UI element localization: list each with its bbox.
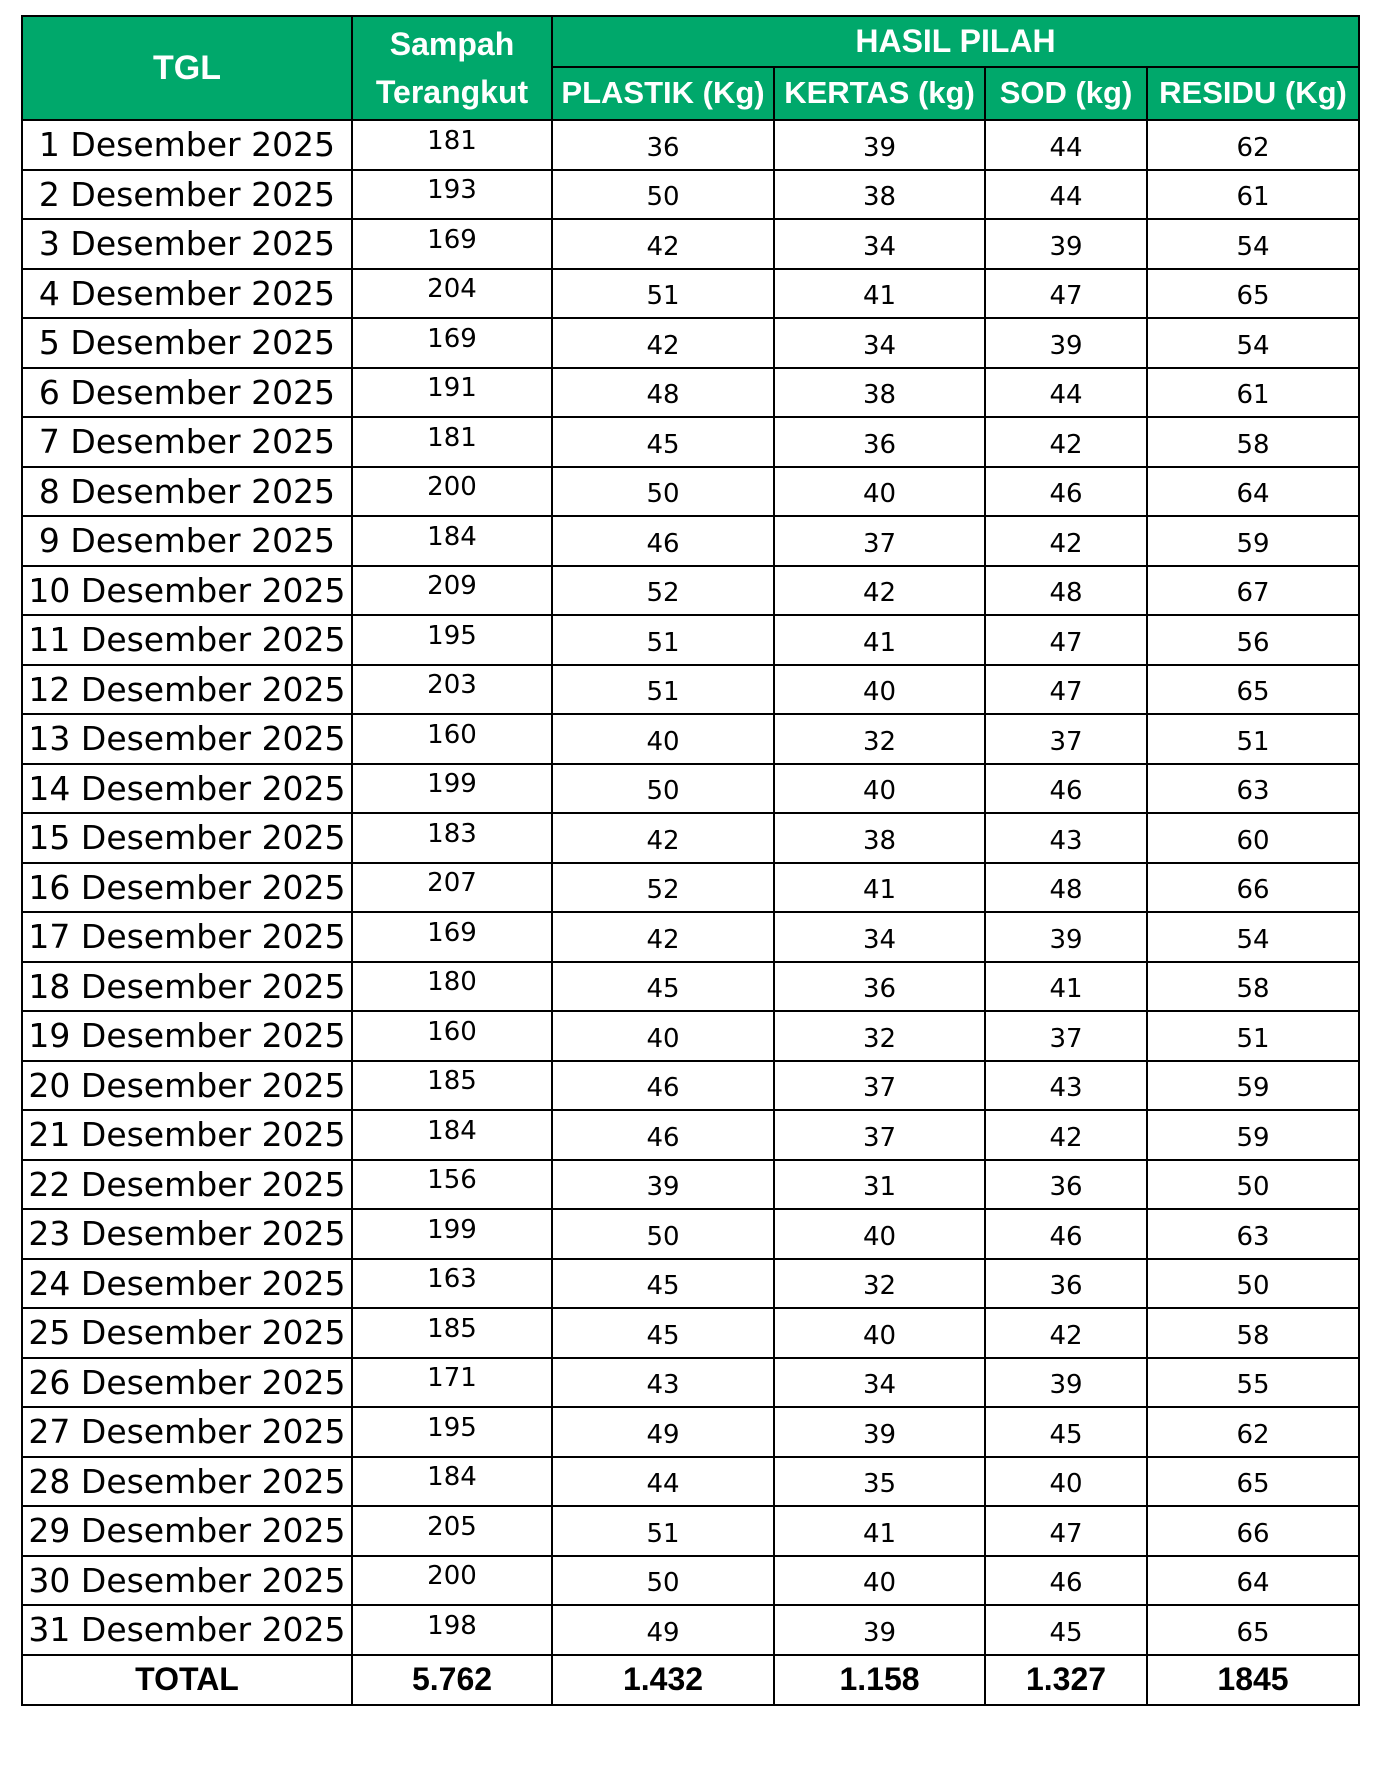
cell-kertas: 32 — [774, 1011, 985, 1061]
cell-residu: 54 — [1147, 912, 1359, 962]
cell-sampah: 191 — [352, 368, 552, 418]
table-row — [22, 566, 1359, 616]
cell-kertas: 40 — [774, 665, 985, 715]
cell-sampah: 169 — [352, 912, 552, 962]
cell-sampah: 184 — [352, 1110, 552, 1160]
cell-residu: 50 — [1147, 1160, 1359, 1210]
cell-sod: 48 — [985, 566, 1147, 616]
cell-kertas: 36 — [774, 962, 985, 1012]
table-row — [22, 120, 1359, 170]
cell-residu: 58 — [1147, 417, 1359, 467]
cell-plastik: 45 — [552, 1308, 774, 1358]
cell-tgl: 14 Desember 2025 — [22, 764, 352, 814]
cell-residu: 50 — [1147, 1259, 1359, 1309]
cell-residu: 51 — [1147, 1011, 1359, 1061]
cell-plastik: 39 — [552, 1160, 774, 1210]
cell-kertas: 38 — [774, 368, 985, 418]
cell-sampah: 205 — [352, 1506, 552, 1556]
header-tgl: TGL — [22, 16, 352, 120]
table-row — [22, 1110, 1359, 1160]
table-row — [22, 615, 1359, 665]
cell-sampah: 163 — [352, 1259, 552, 1309]
cell-sod: 45 — [985, 1605, 1147, 1655]
cell-tgl: 24 Desember 2025 — [22, 1259, 352, 1309]
cell-plastik: 45 — [552, 962, 774, 1012]
cell-residu: 59 — [1147, 516, 1359, 566]
cell-kertas: 39 — [774, 120, 985, 170]
cell-kertas: 37 — [774, 1110, 985, 1160]
table-row — [22, 962, 1359, 1012]
cell-plastik: 45 — [552, 1259, 774, 1309]
cell-sod: 42 — [985, 1308, 1147, 1358]
cell-tgl: 10 Desember 2025 — [22, 566, 352, 616]
cell-plastik: 44 — [552, 1457, 774, 1507]
cell-sod: 46 — [985, 467, 1147, 517]
cell-sod: 36 — [985, 1259, 1147, 1309]
cell-tgl: 30 Desember 2025 — [22, 1556, 352, 1606]
cell-sampah: 171 — [352, 1358, 552, 1408]
cell-tgl: 16 Desember 2025 — [22, 863, 352, 913]
cell-plastik: 52 — [552, 863, 774, 913]
cell-plastik: 43 — [552, 1358, 774, 1408]
cell-sampah: 160 — [352, 714, 552, 764]
cell-sampah: 160 — [352, 1011, 552, 1061]
header-sampah-line1: Sampah — [389, 26, 515, 62]
cell-kertas: 34 — [774, 318, 985, 368]
table-row — [22, 1160, 1359, 1210]
table-row — [22, 269, 1359, 319]
cell-plastik: 40 — [552, 1011, 774, 1061]
total-sampah: 5.762 — [352, 1655, 552, 1705]
cell-kertas: 36 — [774, 417, 985, 467]
header-plastik: PLASTIK (Kg) — [552, 67, 774, 120]
cell-tgl: 31 Desember 2025 — [22, 1605, 352, 1655]
cell-sampah: 198 — [352, 1605, 552, 1655]
cell-tgl: 6 Desember 2025 — [22, 368, 352, 418]
cell-kertas: 35 — [774, 1457, 985, 1507]
cell-plastik: 46 — [552, 1110, 774, 1160]
total-row — [22, 1655, 1359, 1705]
cell-tgl: 7 Desember 2025 — [22, 417, 352, 467]
cell-kertas: 34 — [774, 912, 985, 962]
cell-sampah: 204 — [352, 269, 552, 319]
cell-tgl: 3 Desember 2025 — [22, 219, 352, 269]
total-kertas: 1.158 — [774, 1655, 985, 1705]
cell-residu: 55 — [1147, 1358, 1359, 1408]
cell-residu: 54 — [1147, 318, 1359, 368]
cell-tgl: 1 Desember 2025 — [22, 120, 352, 170]
cell-tgl: 27 Desember 2025 — [22, 1407, 352, 1457]
cell-sod: 45 — [985, 1407, 1147, 1457]
cell-sampah: 207 — [352, 863, 552, 913]
cell-residu: 65 — [1147, 1605, 1359, 1655]
cell-sod: 42 — [985, 516, 1147, 566]
cell-sampah: 180 — [352, 962, 552, 1012]
cell-sampah: 199 — [352, 1209, 552, 1259]
cell-sampah: 185 — [352, 1061, 552, 1111]
cell-tgl: 20 Desember 2025 — [22, 1061, 352, 1111]
cell-sod: 37 — [985, 714, 1147, 764]
cell-sod: 47 — [985, 665, 1147, 715]
table-row — [22, 1358, 1359, 1408]
cell-sampah: 200 — [352, 467, 552, 517]
cell-sampah: 200 — [352, 1556, 552, 1606]
cell-tgl: 22 Desember 2025 — [22, 1160, 352, 1210]
cell-residu: 62 — [1147, 120, 1359, 170]
table-row — [22, 1457, 1359, 1507]
cell-tgl: 29 Desember 2025 — [22, 1506, 352, 1556]
table-row — [22, 1407, 1359, 1457]
cell-plastik: 42 — [552, 813, 774, 863]
cell-kertas: 40 — [774, 467, 985, 517]
waste-table-container — [21, 15, 1358, 1706]
cell-sod: 42 — [985, 417, 1147, 467]
header-sod: SOD (kg) — [985, 67, 1147, 120]
cell-kertas: 41 — [774, 615, 985, 665]
cell-residu: 63 — [1147, 764, 1359, 814]
cell-sampah: 203 — [352, 665, 552, 715]
table-row — [22, 516, 1359, 566]
header-sampah-terangkut — [352, 16, 552, 120]
cell-residu: 58 — [1147, 962, 1359, 1012]
cell-kertas: 41 — [774, 863, 985, 913]
cell-sod: 39 — [985, 318, 1147, 368]
cell-sampah: 183 — [352, 813, 552, 863]
cell-sod: 42 — [985, 1110, 1147, 1160]
header-hasil-pilah: HASIL PILAH — [552, 16, 1359, 67]
cell-sod: 39 — [985, 219, 1147, 269]
cell-plastik: 40 — [552, 714, 774, 764]
cell-plastik: 50 — [552, 1209, 774, 1259]
cell-plastik: 49 — [552, 1407, 774, 1457]
cell-kertas: 38 — [774, 813, 985, 863]
cell-tgl: 8 Desember 2025 — [22, 467, 352, 517]
cell-plastik: 42 — [552, 318, 774, 368]
cell-kertas: 37 — [774, 1061, 985, 1111]
table-row — [22, 764, 1359, 814]
cell-kertas: 41 — [774, 1506, 985, 1556]
cell-tgl: 18 Desember 2025 — [22, 962, 352, 1012]
cell-residu: 62 — [1147, 1407, 1359, 1457]
table-row — [22, 1209, 1359, 1259]
cell-sampah: 181 — [352, 417, 552, 467]
cell-sampah: 181 — [352, 120, 552, 170]
cell-kertas: 41 — [774, 269, 985, 319]
cell-tgl: 21 Desember 2025 — [22, 1110, 352, 1160]
cell-sod: 37 — [985, 1011, 1147, 1061]
cell-kertas: 42 — [774, 566, 985, 616]
table-row — [22, 417, 1359, 467]
cell-sampah: 195 — [352, 1407, 552, 1457]
cell-sod: 44 — [985, 368, 1147, 418]
cell-tgl: 2 Desember 2025 — [22, 170, 352, 220]
cell-residu: 66 — [1147, 863, 1359, 913]
cell-sod: 46 — [985, 1556, 1147, 1606]
cell-sod: 47 — [985, 269, 1147, 319]
cell-plastik: 52 — [552, 566, 774, 616]
cell-sampah: 199 — [352, 764, 552, 814]
cell-sampah: 184 — [352, 1457, 552, 1507]
table-footer — [22, 1655, 1359, 1705]
cell-sampah: 169 — [352, 219, 552, 269]
cell-plastik: 50 — [552, 170, 774, 220]
cell-sod: 47 — [985, 1506, 1147, 1556]
cell-sod: 39 — [985, 1358, 1147, 1408]
cell-sampah: 185 — [352, 1308, 552, 1358]
cell-kertas: 37 — [774, 516, 985, 566]
cell-plastik: 50 — [552, 1556, 774, 1606]
cell-kertas: 31 — [774, 1160, 985, 1210]
cell-plastik: 50 — [552, 467, 774, 517]
total-plastik: 1.432 — [552, 1655, 774, 1705]
cell-residu: 63 — [1147, 1209, 1359, 1259]
cell-tgl: 15 Desember 2025 — [22, 813, 352, 863]
cell-tgl: 4 Desember 2025 — [22, 269, 352, 319]
cell-sampah: 169 — [352, 318, 552, 368]
cell-sod: 39 — [985, 912, 1147, 962]
cell-plastik: 49 — [552, 1605, 774, 1655]
cell-residu: 65 — [1147, 1457, 1359, 1507]
table-row — [22, 665, 1359, 715]
table-row — [22, 1506, 1359, 1556]
cell-sod: 48 — [985, 863, 1147, 913]
cell-residu: 56 — [1147, 615, 1359, 665]
cell-kertas: 32 — [774, 1259, 985, 1309]
cell-tgl: 11 Desember 2025 — [22, 615, 352, 665]
cell-residu: 59 — [1147, 1110, 1359, 1160]
cell-plastik: 51 — [552, 1506, 774, 1556]
cell-tgl: 26 Desember 2025 — [22, 1358, 352, 1408]
cell-plastik: 51 — [552, 665, 774, 715]
table-row — [22, 467, 1359, 517]
cell-sod: 43 — [985, 813, 1147, 863]
table-row — [22, 1061, 1359, 1111]
cell-sod: 46 — [985, 1209, 1147, 1259]
cell-tgl: 17 Desember 2025 — [22, 912, 352, 962]
cell-residu: 60 — [1147, 813, 1359, 863]
cell-tgl: 9 Desember 2025 — [22, 516, 352, 566]
table-body — [22, 120, 1359, 1655]
cell-residu: 65 — [1147, 269, 1359, 319]
cell-tgl: 13 Desember 2025 — [22, 714, 352, 764]
cell-kertas: 34 — [774, 219, 985, 269]
cell-plastik: 48 — [552, 368, 774, 418]
cell-plastik: 36 — [552, 120, 774, 170]
cell-sod: 41 — [985, 962, 1147, 1012]
table-row — [22, 318, 1359, 368]
cell-plastik: 51 — [552, 615, 774, 665]
table-row — [22, 368, 1359, 418]
cell-residu: 67 — [1147, 566, 1359, 616]
cell-plastik: 46 — [552, 1061, 774, 1111]
cell-residu: 51 — [1147, 714, 1359, 764]
cell-sod: 40 — [985, 1457, 1147, 1507]
cell-kertas: 40 — [774, 1308, 985, 1358]
header-residu: RESIDU (Kg) — [1147, 67, 1359, 120]
cell-tgl: 19 Desember 2025 — [22, 1011, 352, 1061]
cell-sampah: 184 — [352, 516, 552, 566]
cell-residu: 65 — [1147, 665, 1359, 715]
cell-plastik: 42 — [552, 219, 774, 269]
table-header — [22, 16, 1359, 120]
cell-sampah: 193 — [352, 170, 552, 220]
cell-plastik: 46 — [552, 516, 774, 566]
cell-residu: 59 — [1147, 1061, 1359, 1111]
table-row — [22, 813, 1359, 863]
table-row — [22, 1011, 1359, 1061]
cell-kertas: 34 — [774, 1358, 985, 1408]
cell-tgl: 5 Desember 2025 — [22, 318, 352, 368]
cell-residu: 54 — [1147, 219, 1359, 269]
cell-residu: 64 — [1147, 467, 1359, 517]
cell-kertas: 40 — [774, 1209, 985, 1259]
table-row — [22, 219, 1359, 269]
cell-sod: 36 — [985, 1160, 1147, 1210]
cell-sod: 47 — [985, 615, 1147, 665]
cell-tgl: 25 Desember 2025 — [22, 1308, 352, 1358]
cell-sampah: 209 — [352, 566, 552, 616]
cell-sampah: 195 — [352, 615, 552, 665]
cell-tgl: 23 Desember 2025 — [22, 1209, 352, 1259]
cell-plastik: 51 — [552, 269, 774, 319]
total-residu: 1845 — [1147, 1655, 1359, 1705]
cell-residu: 58 — [1147, 1308, 1359, 1358]
header-sampah-line2: Terangkut — [375, 74, 529, 110]
cell-sod: 44 — [985, 170, 1147, 220]
table-row — [22, 1605, 1359, 1655]
header-kertas: KERTAS (kg) — [774, 67, 985, 120]
cell-residu: 64 — [1147, 1556, 1359, 1606]
cell-plastik: 50 — [552, 764, 774, 814]
table-row — [22, 1308, 1359, 1358]
waste-sorting-table — [21, 15, 1360, 1706]
cell-tgl: 28 Desember 2025 — [22, 1457, 352, 1507]
table-row — [22, 170, 1359, 220]
cell-sod: 46 — [985, 764, 1147, 814]
cell-kertas: 40 — [774, 764, 985, 814]
table-row — [22, 912, 1359, 962]
total-sod: 1.327 — [985, 1655, 1147, 1705]
cell-residu: 61 — [1147, 368, 1359, 418]
cell-plastik: 42 — [552, 912, 774, 962]
cell-kertas: 39 — [774, 1605, 985, 1655]
table-row — [22, 1556, 1359, 1606]
table-row — [22, 714, 1359, 764]
total-label: TOTAL — [22, 1655, 352, 1705]
cell-kertas: 40 — [774, 1556, 985, 1606]
cell-kertas: 32 — [774, 714, 985, 764]
cell-tgl: 12 Desember 2025 — [22, 665, 352, 715]
cell-sod: 43 — [985, 1061, 1147, 1111]
cell-kertas: 38 — [774, 170, 985, 220]
cell-plastik: 45 — [552, 417, 774, 467]
cell-residu: 61 — [1147, 170, 1359, 220]
cell-sod: 44 — [985, 120, 1147, 170]
table-row — [22, 1259, 1359, 1309]
cell-residu: 66 — [1147, 1506, 1359, 1556]
table-row — [22, 863, 1359, 913]
cell-kertas: 39 — [774, 1407, 985, 1457]
cell-sampah: 156 — [352, 1160, 552, 1210]
